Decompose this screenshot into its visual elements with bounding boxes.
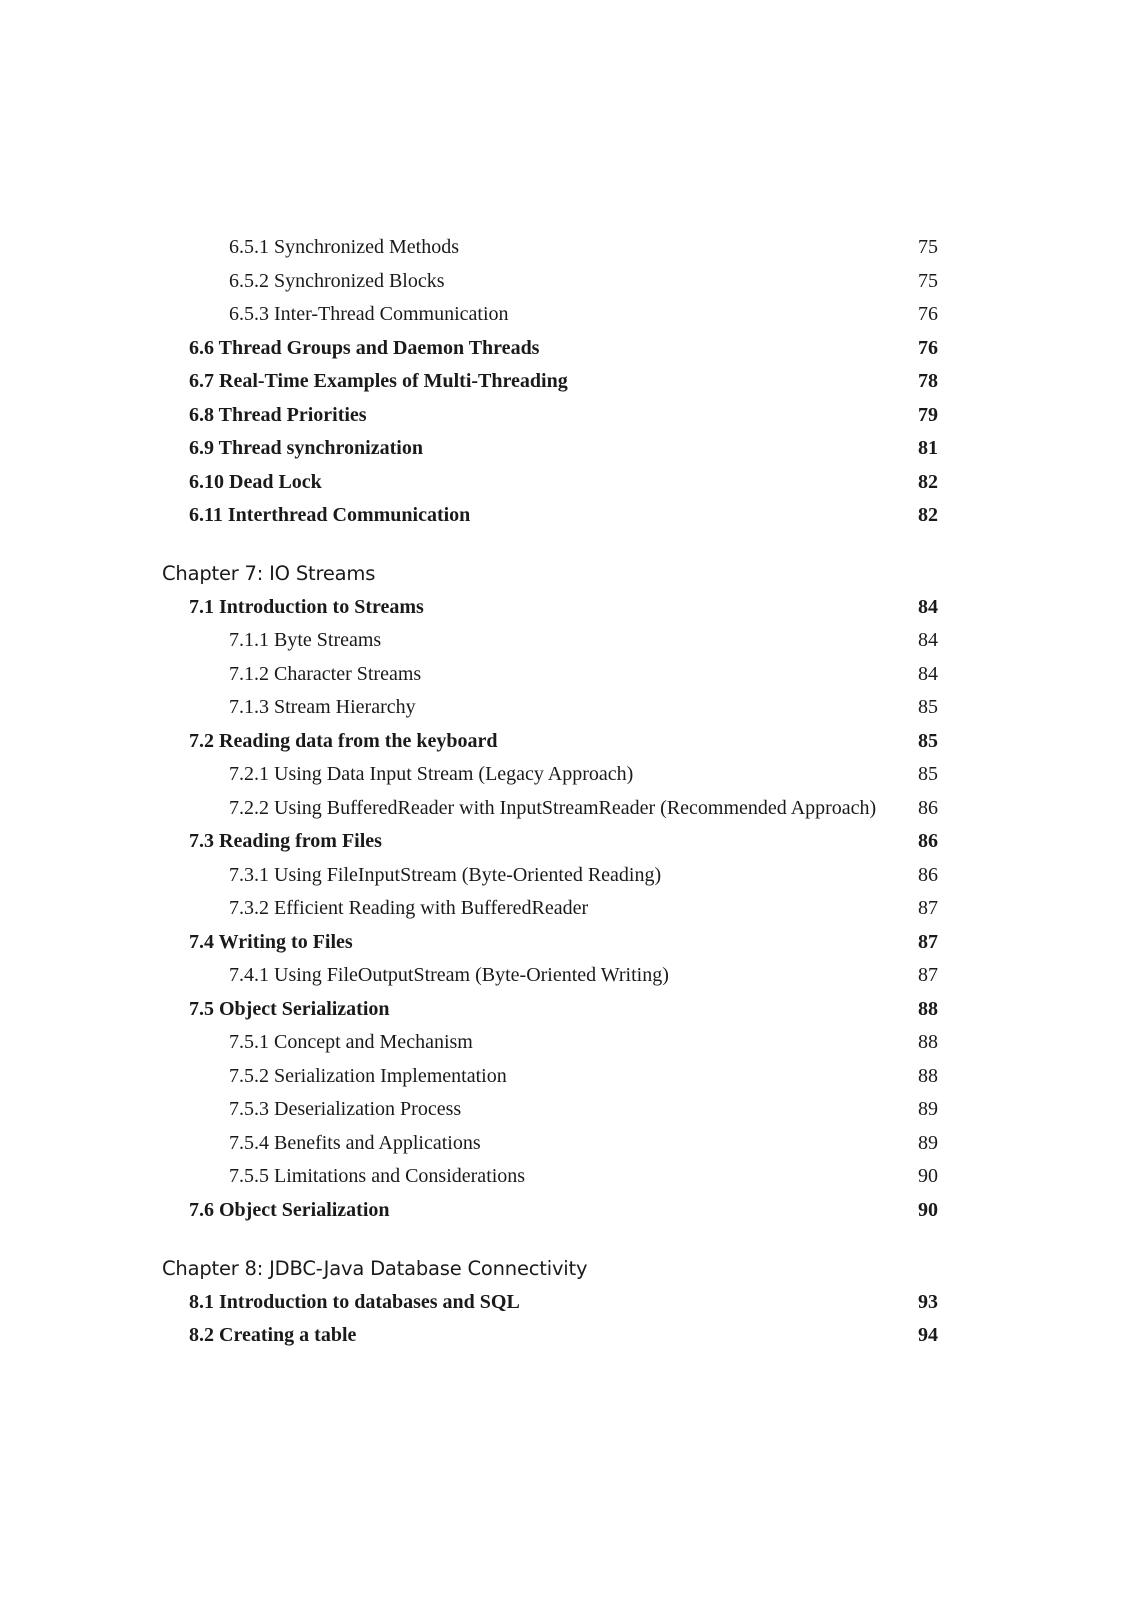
entry-page-number: 76 [918, 336, 938, 359]
toc-subsection-entry[interactable] [0, 265, 1131, 299]
entry-page-number: 93 [918, 1290, 938, 1313]
entry-page-number: 86 [918, 863, 938, 886]
toc-subsection-entry[interactable] [0, 624, 1131, 658]
entry-title: 8.1 Introduction to databases and SQL [189, 1290, 520, 1313]
toc-section-entry[interactable] [0, 926, 1131, 960]
toc-section-entry[interactable] [0, 1286, 1131, 1320]
entry-page-number: 86 [918, 830, 938, 852]
entry-title: 8.2 Creating a table [189, 1324, 357, 1346]
entry-title: 7.6 Object Serialization [189, 1198, 390, 1221]
entry-title: 6.5.2 Synchronized Blocks [229, 269, 445, 292]
entry-page-number: 85 [918, 729, 938, 752]
toc-subsection-entry[interactable] [0, 1160, 1131, 1194]
entry-title: 6.7 Real-Time Examples of Multi-Threading [189, 370, 568, 392]
entry-title: 6.6 Thread Groups and Daemon Threads [189, 336, 540, 359]
entry-page-number: 84 [918, 662, 938, 685]
entry-page-number: 90 [918, 1165, 938, 1187]
toc-section [0, 231, 1131, 533]
entry-title: 7.3.2 Efficient Reading with BufferedReader [229, 897, 589, 919]
entry-title: 7.4.1 Using FileOutputStream (Byte-Oriented Writing) [229, 964, 669, 986]
chapter-heading [0, 1252, 1131, 1286]
entry-page-number: 87 [918, 964, 938, 986]
entry-title: 7.4 Writing to Files [189, 930, 353, 953]
toc-section-entry[interactable] [0, 1194, 1131, 1228]
entry-page-number: 88 [918, 1064, 938, 1087]
entry-title: 7.2.2 Using BufferedReader with InputStreamReader (Recommended Approach) [229, 796, 877, 819]
entry-page-number: 84 [918, 629, 938, 651]
toc-subsection-entry[interactable] [0, 1026, 1131, 1060]
entry-title: 7.5.1 Concept and Mechanism [229, 1031, 473, 1053]
entry-page-number: 94 [918, 1324, 938, 1346]
toc-section [0, 1252, 1131, 1353]
toc-subsection-entry[interactable] [0, 298, 1131, 332]
entry-page-number: 75 [918, 236, 938, 258]
entry-page-number: 84 [918, 595, 938, 618]
chapter-heading [0, 557, 1131, 591]
entry-title: 7.3 Reading from Files [189, 830, 382, 852]
entry-title: 6.5.1 Synchronized Methods [229, 236, 459, 258]
entry-page-number: 75 [918, 269, 938, 292]
entry-title: 6.9 Thread synchronization [189, 437, 423, 459]
toc-subsection-entry[interactable] [0, 792, 1131, 826]
toc-subsection-entry[interactable] [0, 959, 1131, 993]
entry-title: 6.10 Dead Lock [189, 470, 322, 493]
entry-title: 7.5.5 Limitations and Considerations [229, 1165, 526, 1187]
toc-section-entry[interactable] [0, 432, 1131, 466]
toc-section-entry[interactable] [0, 1319, 1131, 1353]
toc-section-entry[interactable] [0, 993, 1131, 1027]
toc-section [0, 557, 1131, 1227]
toc-section-entry[interactable] [0, 825, 1131, 859]
entry-title: 7.1 Introduction to Streams [189, 595, 424, 618]
entry-title: 6.11 Interthread Communication [189, 504, 471, 526]
entry-title: 7.1.2 Character Streams [229, 662, 422, 685]
toc-section-entry[interactable] [0, 399, 1131, 433]
toc-section-entry[interactable] [0, 332, 1131, 366]
toc-subsection-entry[interactable] [0, 691, 1131, 725]
entry-page-number: 86 [918, 796, 938, 819]
entry-title: 7.5.2 Serialization Implementation [229, 1064, 507, 1087]
entry-page-number: 87 [918, 897, 938, 919]
entry-title: 7.5 Object Serialization [189, 997, 390, 1020]
entry-page-number: 78 [918, 370, 938, 392]
toc-subsection-entry[interactable] [0, 1093, 1131, 1127]
toc-subsection-entry[interactable] [0, 1127, 1131, 1161]
entry-title: 7.1.1 Byte Streams [229, 629, 382, 651]
entry-page-number: 89 [918, 1098, 938, 1120]
entry-page-number: 87 [918, 930, 938, 953]
entry-page-number: 85 [918, 696, 938, 718]
entry-page-number: 82 [918, 504, 938, 526]
entry-title: 7.5.4 Benefits and Applications [229, 1131, 481, 1154]
toc-subsection-entry[interactable] [0, 658, 1131, 692]
toc-subsection-entry[interactable] [0, 1060, 1131, 1094]
entry-title: 6.5.3 Inter-Thread Communication [229, 303, 509, 325]
toc-section-entry[interactable] [0, 725, 1131, 759]
toc-subsection-entry[interactable] [0, 758, 1131, 792]
entry-page-number: 88 [918, 1031, 938, 1053]
toc-section-entry[interactable] [0, 365, 1131, 399]
entry-page-number: 89 [918, 1131, 938, 1154]
entry-page-number: 88 [918, 997, 938, 1020]
entry-page-number: 82 [918, 470, 938, 493]
entry-page-number: 85 [918, 763, 938, 785]
entry-title: 7.2 Reading data from the keyboard [189, 729, 498, 752]
entry-page-number: 79 [918, 403, 938, 426]
toc-section-entry[interactable] [0, 591, 1131, 625]
toc-subsection-entry[interactable] [0, 892, 1131, 926]
entry-title: 7.1.3 Stream Hierarchy [229, 696, 416, 718]
entry-title: 7.5.3 Deserialization Process [229, 1098, 462, 1120]
chapter-title: Chapter 7: IO Streams [162, 562, 376, 585]
entry-title: 7.3.1 Using FileInputStream (Byte-Oriented Reading) [229, 863, 662, 886]
toc-section-entry[interactable] [0, 466, 1131, 500]
toc-section-entry[interactable] [0, 499, 1131, 533]
toc-subsection-entry[interactable] [0, 231, 1131, 265]
entry-page-number: 76 [918, 303, 938, 325]
chapter-title: Chapter 8: JDBC-Java Database Connectivity [162, 1257, 588, 1280]
entry-title: 6.8 Thread Priorities [189, 403, 367, 426]
entry-title: 7.2.1 Using Data Input Stream (Legacy Approach) [229, 763, 634, 785]
entry-page-number: 81 [918, 437, 938, 459]
toc-subsection-entry[interactable] [0, 859, 1131, 893]
entry-page-number: 90 [918, 1198, 938, 1221]
